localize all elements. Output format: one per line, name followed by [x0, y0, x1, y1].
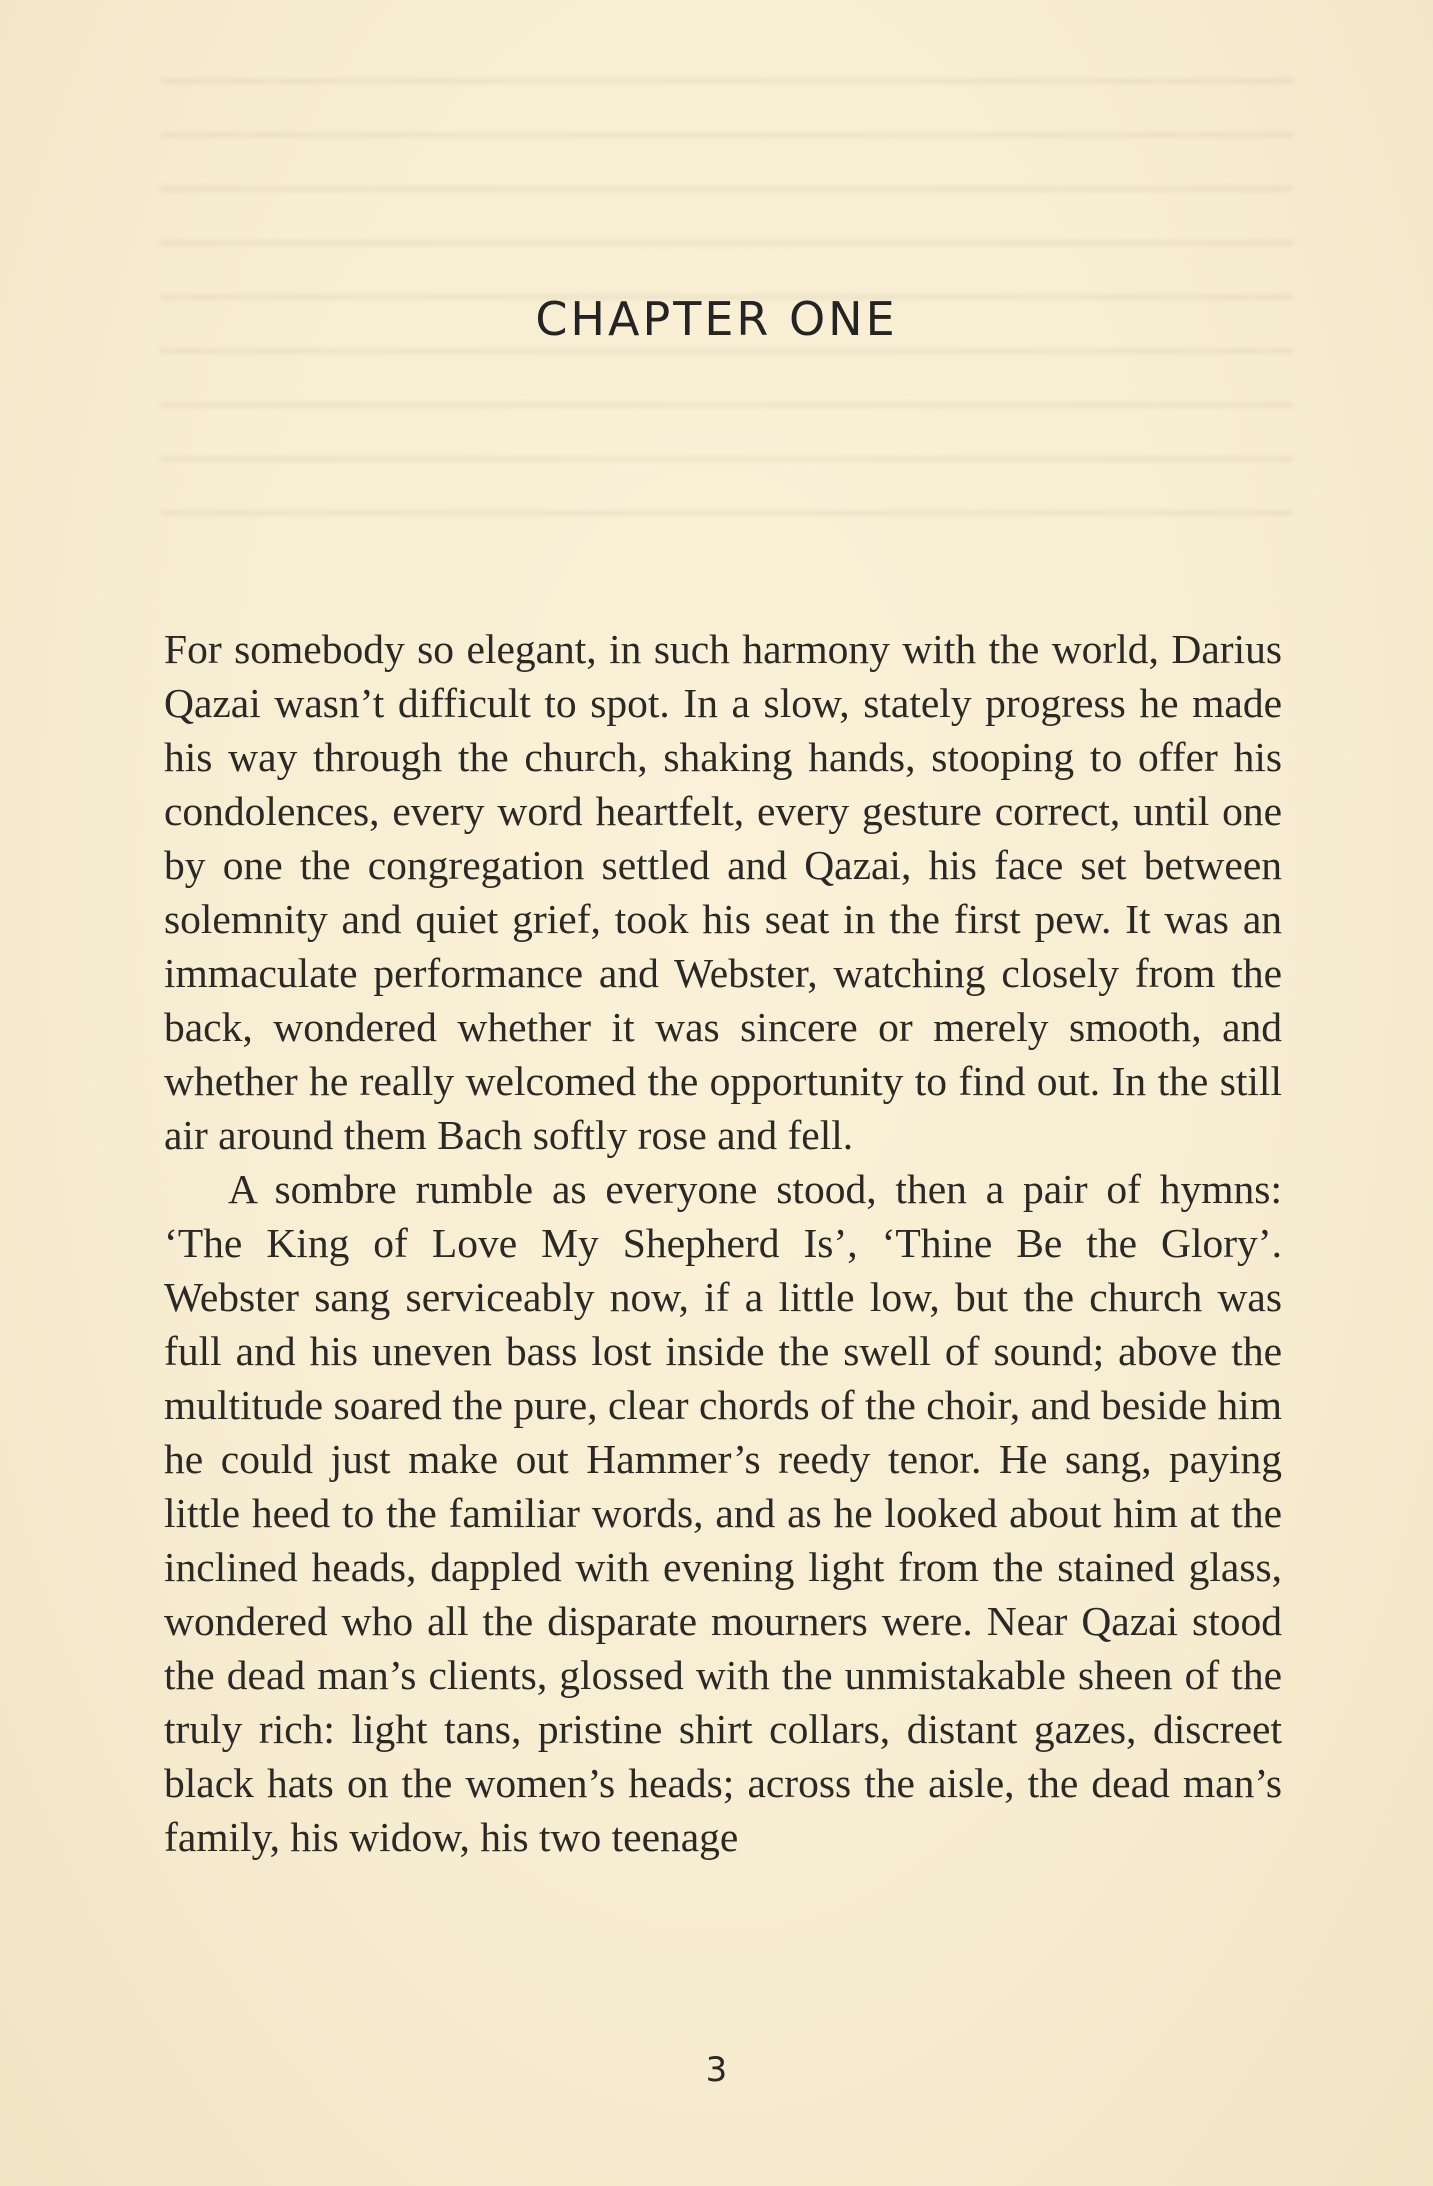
chapter-body [164, 622, 1282, 1864]
paragraph-2: A sombre rumble as everyone stood, then a pair of hymns: ‘The King of Love My Shepherd Is’, ‘Thine Be the Glory’. Webster sang serviceably now, if a little low, but the church was full and his uneven bass lost inside the swell of sound; above the multitude soared the pure, clear chords of the choir, and beside him he could just make out Hammer’s reedy tenor. He sang, paying little heed to the familiar words, and as he looked about him at the inclined heads, dappled with evening light from the stained glass, wondered who all the disparate mourners were. Near Qazai stood the dead man’s clients, glossed with the unmistakable sheen of the truly rich: light tans, pristine shirt collars, distant gazes, discreet black hats on the women’s heads; across the aisle, the dead man’s family, his widow, his two teenage [164, 1166, 1282, 1860]
page-number: 3 [705, 2050, 728, 2090]
paragraph-1: For somebody so elegant, in such harmony with the world, Darius Qazai wasn’t difficult to spot. In a slow, stately progress he made his way through the church, shaking hands, stooping to offer his condolences, every word heartfelt, every gesture correct, until one by one the congregation settled and Qazai, his face set between solemnity and quiet grief, took his seat in the first pew. It was an immaculate performance and Webster, watching closely from the back, wondered whether it was sincere or merely smooth, and whether he really welcomed the opportunity to find out. In the still air around them Bach softly rose and fell. [164, 626, 1282, 1158]
chapter-title: CHAPTER ONE [535, 292, 898, 346]
